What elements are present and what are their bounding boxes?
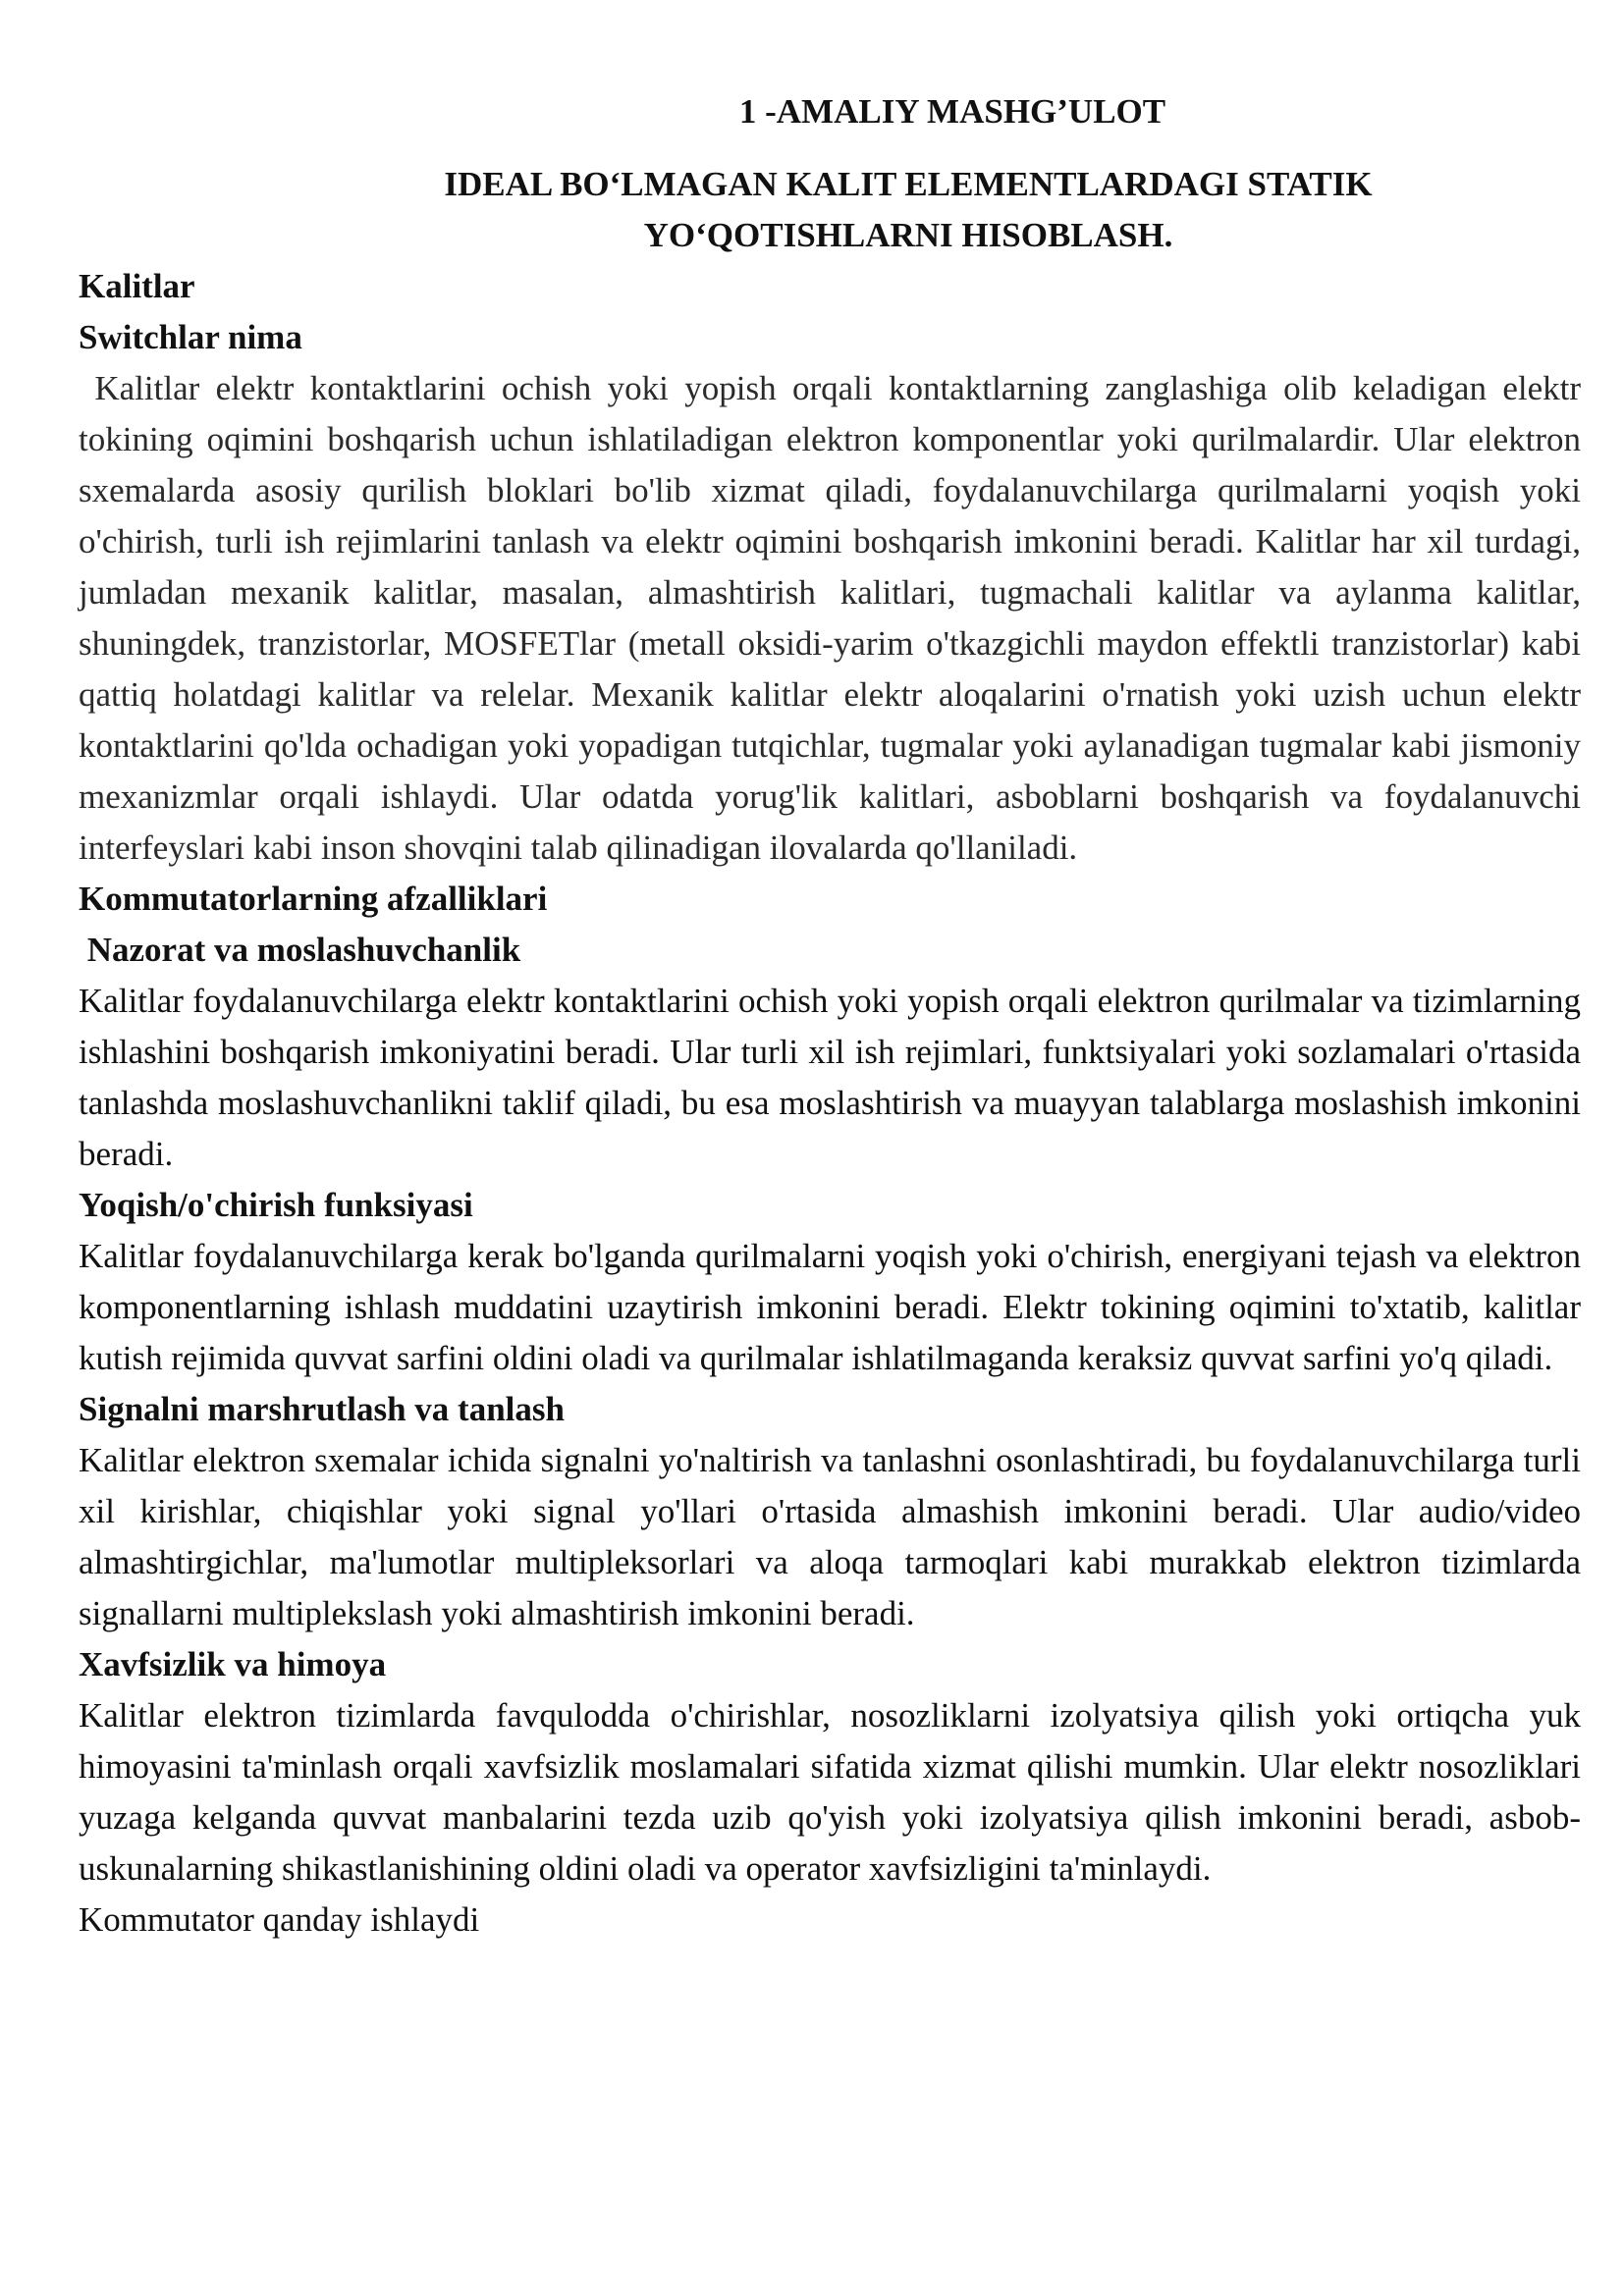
paragraph-yoqish: Kalitlar foydalanuvchilarga kerak bo'lganda qurilmalarni yoqish yoki o'chirish, energiyani tejash va elektron komponentlarning ishlash muddatini uzaytirish imkonini beradi. Elektr tokining oqimini to'xtatib, kalitlar kutish rejimida quvvat sarfini oldini oladi va qurilmalar ishlatilmaganda keraksiz quvvat sarfini yo'q qiladi. bbox=[79, 1237, 1581, 1377]
heading-nazorat: Nazorat va moslashuvchanlik bbox=[79, 931, 521, 969]
paragraph-signal: Kalitlar elektron sxemalar ichida signalni yo'naltirish va tanlashni osonlashtiradi, bu foydalanuvchilarga turli xil kirishlar, chiqishlar yoki signal yo'llari o'rtasida almashish imkonini beradi. Ular audio/video almashtirgichlar, ma'lumotlar multipleksorlari va aloqa tarmoqlari kabi murakkab elektron tizimlarda signallarni multiplekslash yoki almashtirish imkonini beradi. bbox=[79, 1441, 1581, 1632]
heading-xavfsizlik: Xavfsizlik va himoya bbox=[79, 1645, 387, 1683]
heading-signal: Signalni marshrutlash va tanlash bbox=[79, 1390, 565, 1428]
heading-yoqish: Yoqish/o'chirish funksiyasi bbox=[79, 1186, 473, 1224]
paragraph-nazorat: Kalitlar foydalanuvchilarga elektr kontaktlarini ochish yoki yopish orqali elektron qurilmalar va tizimlarning ishlashini boshqarish imkoniyatini beradi. Ular turli xil ish rejimlari, funktsiyalari yoki sozlamalari o'rtasida tanlashda moslashuvchanlikni taklif qiladi, bu esa moslashtirish va muayyan talablarga moslashish imkonini beradi. bbox=[79, 982, 1581, 1173]
document-page bbox=[79, 86, 1590, 1946]
heading-afzalliklar: Kommutatorlarning afzalliklari bbox=[79, 880, 548, 918]
document-title: 1 -AMALIY MASHG’ULOT bbox=[738, 92, 1166, 131]
document-subtitle-line1: IDEAL BO‘LMAGAN KALIT ELEMENTLARDAGI STATIK bbox=[444, 165, 1373, 203]
line-kommutator: Kommutator qanday ishlaydi bbox=[79, 1900, 480, 1939]
heading-kalitlar: Kalitlar bbox=[79, 267, 195, 305]
paragraph-xavfsizlik: Kalitlar elektron tizimlarda favqulodda o'chirishlar, nosozliklarni izolyatsiya qilish yoki ortiqcha yuk himoyasini ta'minlash orqali xavfsizlik moslamalari sifatida xizmat qilishi mumkin. Ular elektr nosozliklari yuzaga kelganda quvvat manbalarini tezda uzib qo'yish yoki izolyatsiya qilish imkonini beradi, asbob-uskunalarning shikastlanishining oldini oladi va operator xavfsizligini ta'minlaydi. bbox=[79, 1696, 1581, 1888]
heading-switchlar-nima: Switchlar nima bbox=[79, 318, 302, 356]
document-subtitle-line2: YO‘QOTISHLARNI HISOBLASH. bbox=[643, 216, 1173, 254]
paragraph-switchlar-nima: Kalitlar elektr kontaktlarini ochish yoki yopish orqali kontaktlarning zanglashiga olib keladigan elektr tokining oqimini boshqarish uchun ishlatiladigan elektron komponentlar yoki qurilmalardir. Ular elektron sxemalarda asosiy qurilish bloklari bo'lib xizmat qiladi, foydalanuvchilarga qurilmalarni yoqish yoki o'chirish, turli ish rejimlarini tanlash va elektr oqimini boshqarish imkonini beradi. Kalitlar har xil turdagi, jumladan mexanik kalitlar, masalan, almashtirish kalitlari, tugmachali kalitlar va aylanma kalitlar, shuningdek, tranzistorlar, MOSFETlar (metall oksidi-yarim o'tkazgichli maydon effektli tranzistorlar) kabi qattiq holatdagi kalitlar va relelar. Mexanik kalitlar elektr aloqalarini o'rnatish yoki uzish uchun elektr kontaktlarini qo'lda ochadigan yoki yopadigan tutqichlar, tugmalar yoki aylanadigan tugmalar kabi jismoniy mexanizmlar orqali ishlaydi. Ular odatda yorug'lik kalitlari, asboblarni boshqarish va foydalanuvchi interfeyslari kabi inson shovqini talab qilinadigan ilovalarda qo'llaniladi. bbox=[79, 369, 1590, 867]
